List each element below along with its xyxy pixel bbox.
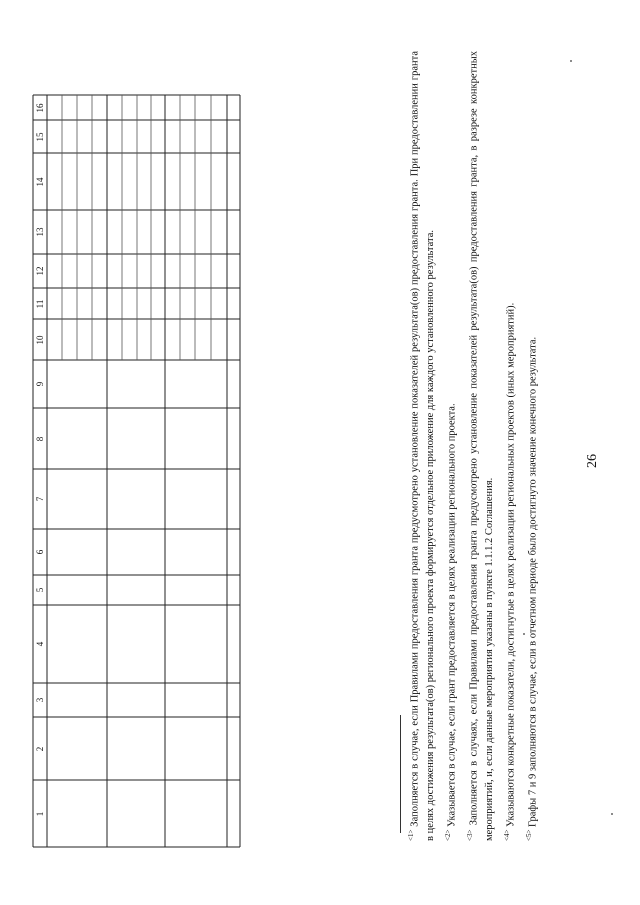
col-number-8: 8 xyxy=(35,436,45,442)
scan-speck xyxy=(523,633,525,635)
footnotes xyxy=(404,51,541,841)
footnote-mark: <1> xyxy=(407,829,415,841)
footnote-text: Заполняется в случаях, если Правилами предоставления гранта предусмотрено установление показателей результата(ов) предоставления гранта, в разрезе конкретных мероприятий, и, если данные мероприятия указаны в пункте 1.1.1.2 Соглашения. xyxy=(468,50,495,841)
col-number-6: 6 xyxy=(35,549,45,555)
footnote-mark: <3> xyxy=(465,829,474,841)
col-number-12: 12 xyxy=(35,266,45,276)
footnote-text: Указываются конкретные показатели, достигнутые в целях реализации региональных проектов (иных мероприятий). xyxy=(505,302,517,827)
footnote-text: Указывается в случае, если грант предоставляется в целях реализации регионального проекта. xyxy=(446,403,458,827)
footnote-4 xyxy=(500,51,519,841)
col-number-11: 11 xyxy=(35,299,45,309)
scan-speck xyxy=(611,813,613,815)
footnote-1 xyxy=(404,51,438,841)
footnote-mark: <4> xyxy=(502,829,511,841)
col-number-2: 2 xyxy=(35,746,45,752)
footnote-2 xyxy=(441,51,460,841)
col-number-7: 7 xyxy=(35,496,45,502)
col-number-1: 1 xyxy=(35,811,45,817)
col-number-13: 13 xyxy=(35,227,45,237)
footnote-3 xyxy=(463,51,497,841)
footnote-5 xyxy=(522,51,541,841)
col-number-3: 3 xyxy=(35,697,45,703)
col-number-9: 9 xyxy=(35,381,45,387)
footnote-text: Заполняется в случае, если Правилами предоставления гранта предусмотрено установление показателей результата(ов) предоставления гранта. При предоставлении гранта в целях достижения результата(ов) регионального проекта формируется отдельное приложение для каждого установленного результата. xyxy=(409,50,436,841)
col-number-10: 10 xyxy=(35,335,45,345)
col-number-16: 16 xyxy=(35,103,45,113)
scan-speck xyxy=(570,60,572,62)
footnote-mark: <2> xyxy=(444,829,453,841)
col-number-4: 4 xyxy=(35,641,45,647)
footnote-separator xyxy=(400,715,401,833)
col-number-5: 5 xyxy=(35,587,45,593)
footnote-text: Графы 7 и 9 заполняются в случае, если в отчетном периоде было достигнуто значение конечного результата. xyxy=(527,336,539,827)
page-number: 26 xyxy=(585,454,600,468)
col-number-15: 15 xyxy=(35,132,45,142)
footnote-mark: <5> xyxy=(524,829,533,841)
col-number-14: 14 xyxy=(35,177,45,187)
